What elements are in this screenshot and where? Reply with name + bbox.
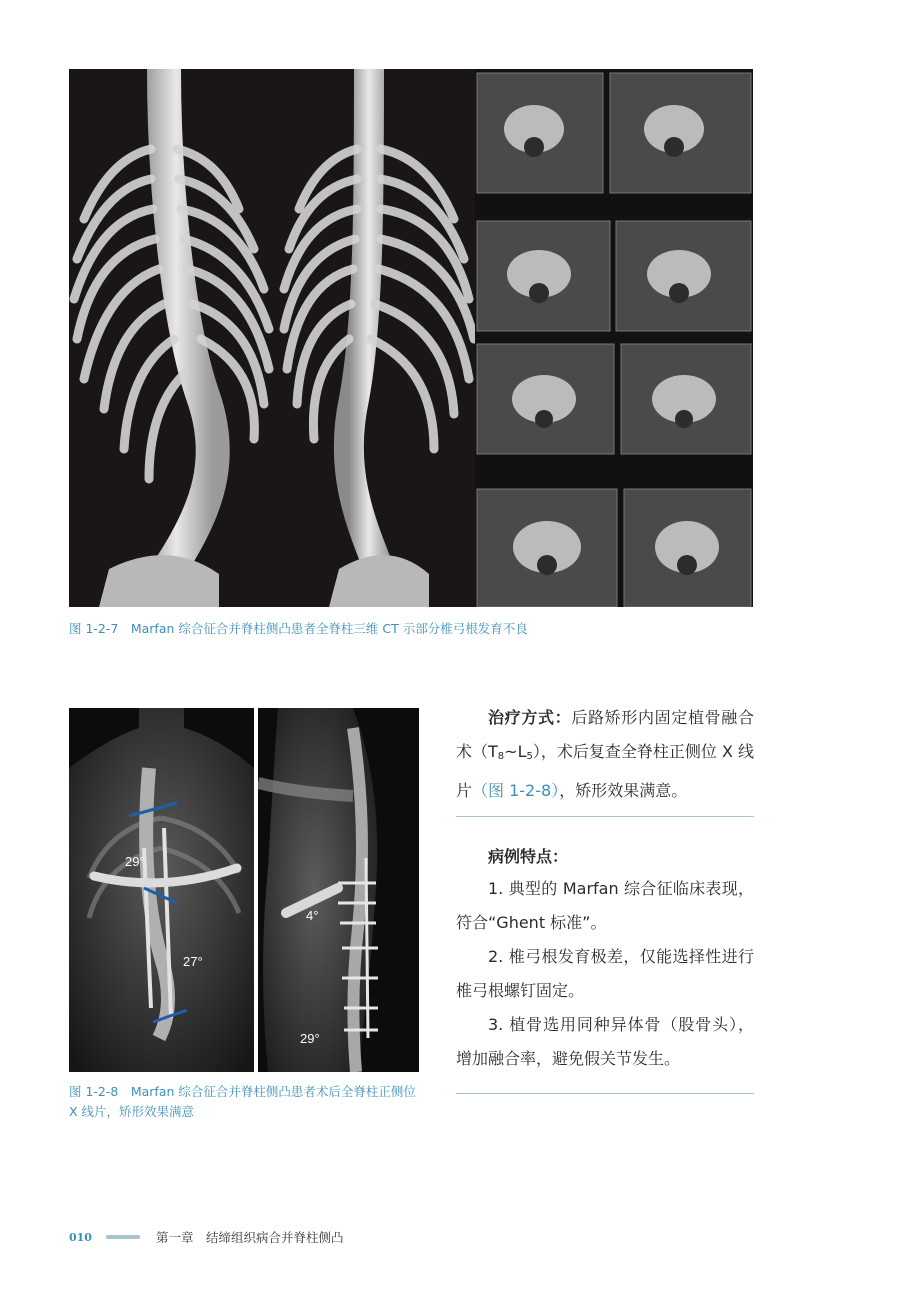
xray-lateral xyxy=(258,708,419,1072)
treatment-paragraph xyxy=(456,701,754,808)
treatment-text-b: ~L xyxy=(504,742,527,761)
xray-ap-graphic xyxy=(69,708,254,1072)
page-number: 010 xyxy=(69,1230,92,1244)
divider-top xyxy=(456,816,754,817)
treatment-text-a: 后路矫形内固定植骨融合术（T xyxy=(456,708,754,761)
lateral-angle-lower: 29° xyxy=(300,1031,320,1046)
treatment-text-c: ），术后复查全脊柱正侧位 X 线片 xyxy=(456,742,754,800)
spine-anterior-view xyxy=(284,69,474,607)
divider-bottom xyxy=(456,1093,754,1094)
axial-ct-slices xyxy=(475,69,753,607)
figure-1-2-7-caption: 图 1-2-7 Marfan 综合征合并脊柱侧凸患者全脊柱三维 CT 示部分椎弓根发育不良 xyxy=(69,621,528,636)
chapter-title: 第一章 结缔组织病合并脊柱侧凸 xyxy=(155,1230,344,1245)
figure-reference-link[interactable]: （图 1-2-8） xyxy=(472,781,560,800)
figure-1-2-8-caption: 图 1-2-8 Marfan 综合征合并脊柱侧凸患者术后全脊柱正侧位 X 线片，矫形效果满意 xyxy=(69,1084,416,1119)
ap-angle-lower: 27° xyxy=(183,954,203,969)
treatment-sub-b: 5 xyxy=(526,751,533,762)
footer-decoration-bar xyxy=(106,1235,140,1239)
feature-item-1: 1. 典型的 Marfan 综合征临床表现，符合“Ghent 标准”。 xyxy=(456,879,754,932)
spine-posterior-view xyxy=(74,69,269,607)
features-list xyxy=(456,872,754,1076)
features-heading-text: 病例特点： xyxy=(488,847,569,866)
page-footer xyxy=(69,1227,343,1247)
figure-1-2-7-ct-image xyxy=(69,69,753,607)
treatment-sub-a: 8 xyxy=(497,751,505,762)
treatment-text-d: ，矫形效果满意。 xyxy=(559,781,688,800)
xray-lateral-graphic xyxy=(258,708,419,1072)
feature-item-3: 3. 植骨选用同种异体骨（股骨头），增加融合率，避免假关节发生。 xyxy=(456,1015,754,1068)
ap-angle-upper: 29° xyxy=(125,854,145,869)
xray-anteroposterior xyxy=(69,708,254,1072)
feature-item-2: 2. 椎弓根发育极差，仅能选择性进行椎弓根螺钉固定。 xyxy=(456,947,754,1000)
treatment-label: 治疗方式： xyxy=(488,708,572,727)
features-heading xyxy=(456,840,754,874)
ct-3d-reconstruction-graphic xyxy=(69,69,753,607)
lateral-angle-upper: 4° xyxy=(306,908,319,923)
